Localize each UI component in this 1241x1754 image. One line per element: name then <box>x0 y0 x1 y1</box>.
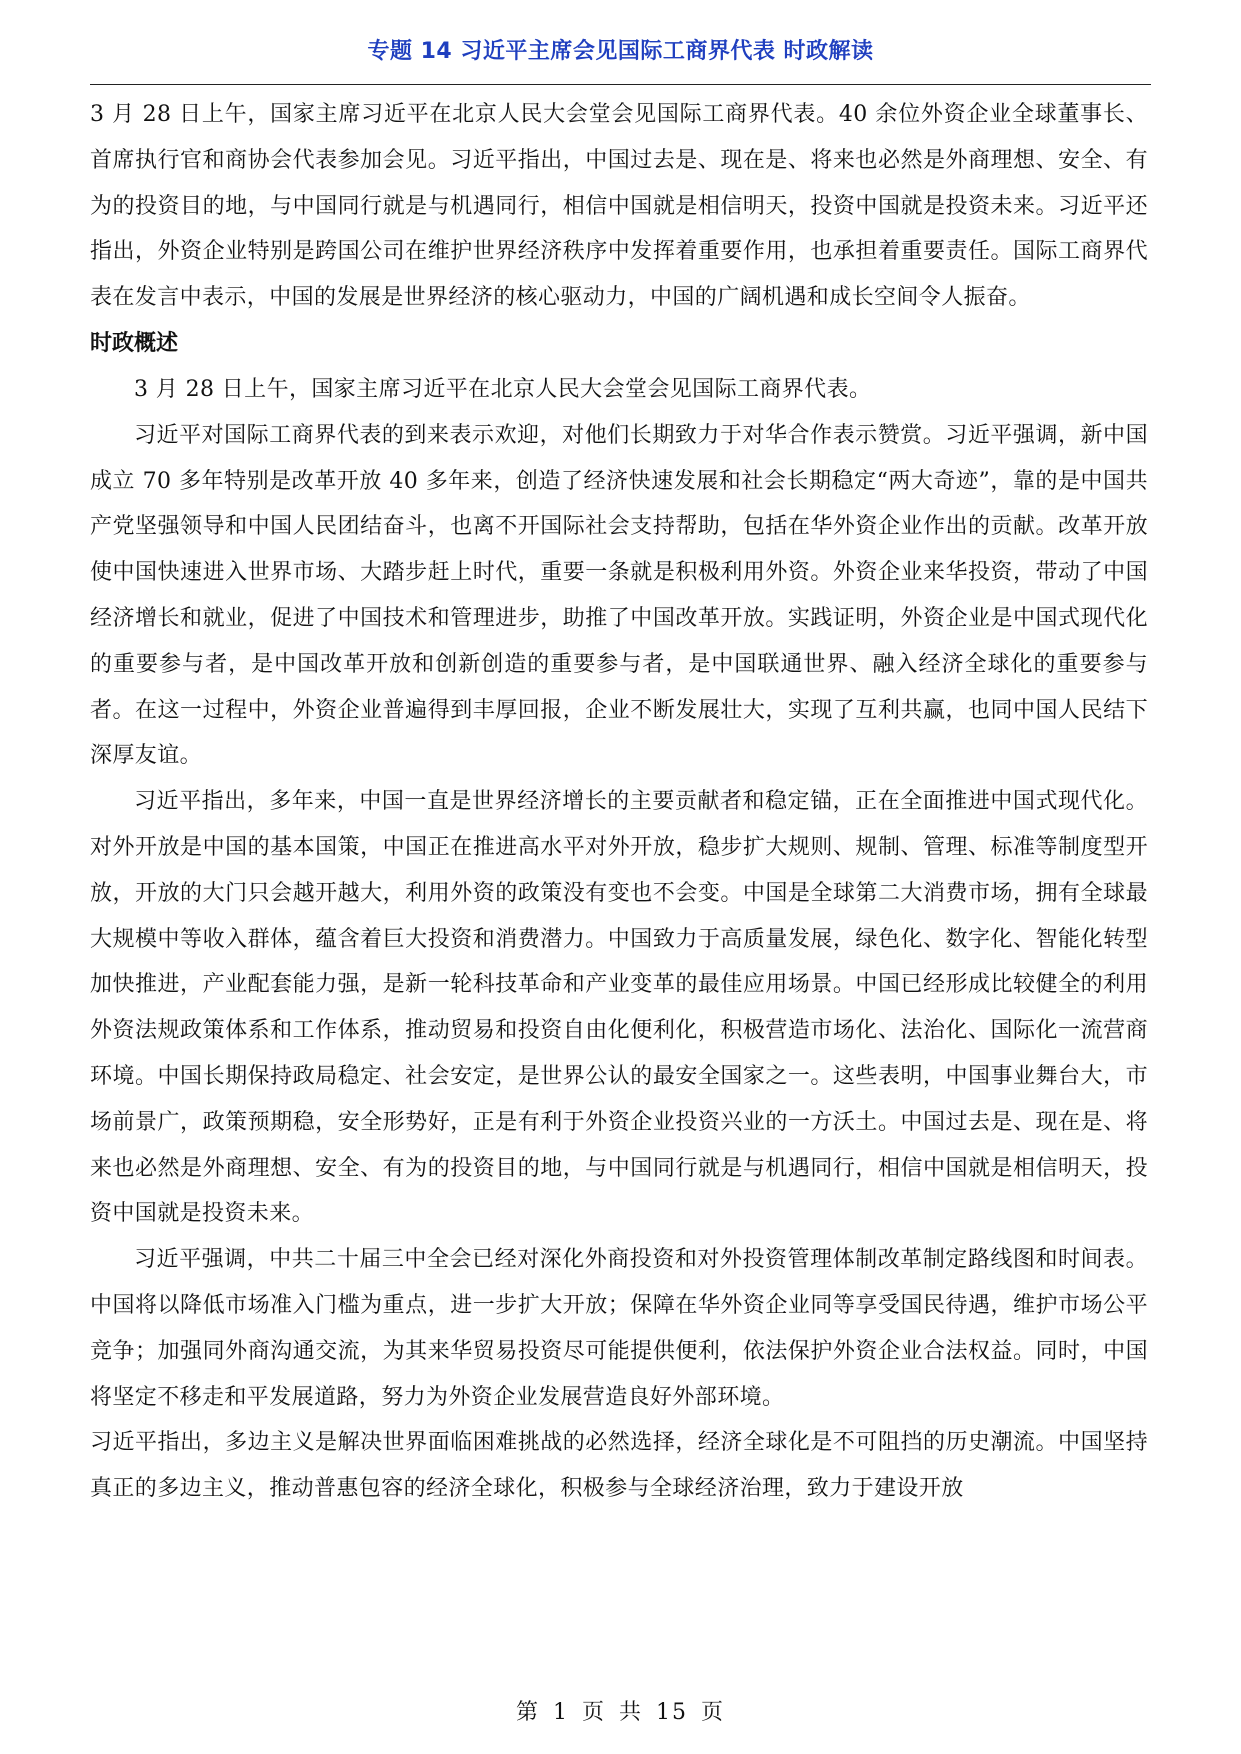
section-heading: 时政概述 <box>90 330 179 356</box>
intro-paragraph: 3 月 28 日上午，国家主席习近平在北京人民大会堂会见国际工商界代表。40 余位外资企业全球董事长、首席执行官和商协会代表参加会见。习近平指出，中国过去是、现在是、将来也必然是外商理想、安全、有为的投资目的地，与中国同行就是与机遇同行，相信中国就是相信明天，投资中国就是投资未来。习近平还指出，外资企业特别是跨国公司在维护世界经济秩序中发挥着重要作用，也承担着重要责任。国际工商界代表在发言中表示，中国的发展是世界经济的核心驱动力，中国的广阔机遇和成长空间令人振奋。 <box>90 102 1148 311</box>
page-number: 第 1 页 共 15 页 <box>516 1700 725 1725</box>
document-body <box>90 92 1148 1512</box>
body-paragraph: 习近平指出，多年来，中国一直是世界经济增长的主要贡献者和稳定锚，正在全面推进中国式现代化。对外开放是中国的基本国策，中国正在推进高水平对外开放，稳步扩大规则、规制、管理、标准等制度型开放，开放的大门只会越开越大，利用外资的政策没有变也不会变。中国是全球第二大消费市场，拥有全球最大规模中等收入群体，蕴含着巨大投资和消费潜力。中国致力于高质量发展，绿色化、数字化、智能化转型加快推进，产业配套能力强，是新一轮科技革命和产业变革的最佳应用场景。中国已经形成比较健全的利用外资法规政策体系和工作体系，推动贸易和投资自由化便利化，积极营造市场化、法治化、国际化一流营商环境。中国长期保持政局稳定、社会安定，是世界公认的最安全国家之一。这些表明，中国事业舞台大，市场前景广，政策预期稳，安全形势好，正是有利于外资企业投资兴业的一方沃土。中国过去是、现在是、将来也必然是外商理想、安全、有为的投资目的地，与中国同行就是与机遇同行，相信中国就是相信明天，投资中国就是投资未来。 <box>90 789 1148 1227</box>
page-header-title: 专题 14 习近平主席会见国际工商界代表 时政解读 <box>367 39 874 64</box>
body-paragraph: 习近平指出，多边主义是解决世界面临困难挑战的必然选择，经济全球化是不可阻挡的历史潮流。中国坚持真正的多边主义，推动普惠包容的经济全球化，积极参与全球经济治理，致力于建设开放 <box>90 1430 1148 1502</box>
body-paragraph: 3 月 28 日上午，国家主席习近平在北京人民大会堂会见国际工商界代表。 <box>134 376 872 402</box>
body-paragraph: 习近平对国际工商界代表的到来表示欢迎，对他们长期致力于对华合作表示赞赏。习近平强调，新中国成立 70 多年特别是改革开放 40 多年来，创造了经济快速发展和社会长期稳定“两大奇迹”，靠的是中国共产党坚强领导和中国人民团结奋斗，也离不开国际社会支持帮助，包括在华外资企业作出的贡献。改革开放使中国快速进入世界市场、大踏步赶上时代，重要一条就是积极利用外资。外资企业来华投资，带动了中国经济增长和就业，促进了中国技术和管理进步，助推了中国改革开放。实践证明，外资企业是中国式现代化的重要参与者，是中国改革开放和创新创造的重要参与者，是中国联通世界、融入经济全球化的重要参与者。在这一过程中，外资企业普遍得到丰厚回报，企业不断发展壮大，实现了互利共赢，也同中国人民结下深厚友谊。 <box>90 422 1148 769</box>
body-paragraph: 习近平强调，中共二十届三中全会已经对深化外商投资和对外投资管理体制改革制定路线图和时间表。中国将以降低市场准入门槛为重点，进一步扩大开放；保障在华外资企业同等享受国民待遇，维护市场公平竞争；加强同外商沟通交流，为其来华贸易投资尽可能提供便利，依法保护外资企业合法权益。同时，中国将坚定不移走和平发展道路，努力为外资企业发展营造良好外部环境。 <box>90 1247 1148 1410</box>
header-divider <box>90 84 1151 85</box>
